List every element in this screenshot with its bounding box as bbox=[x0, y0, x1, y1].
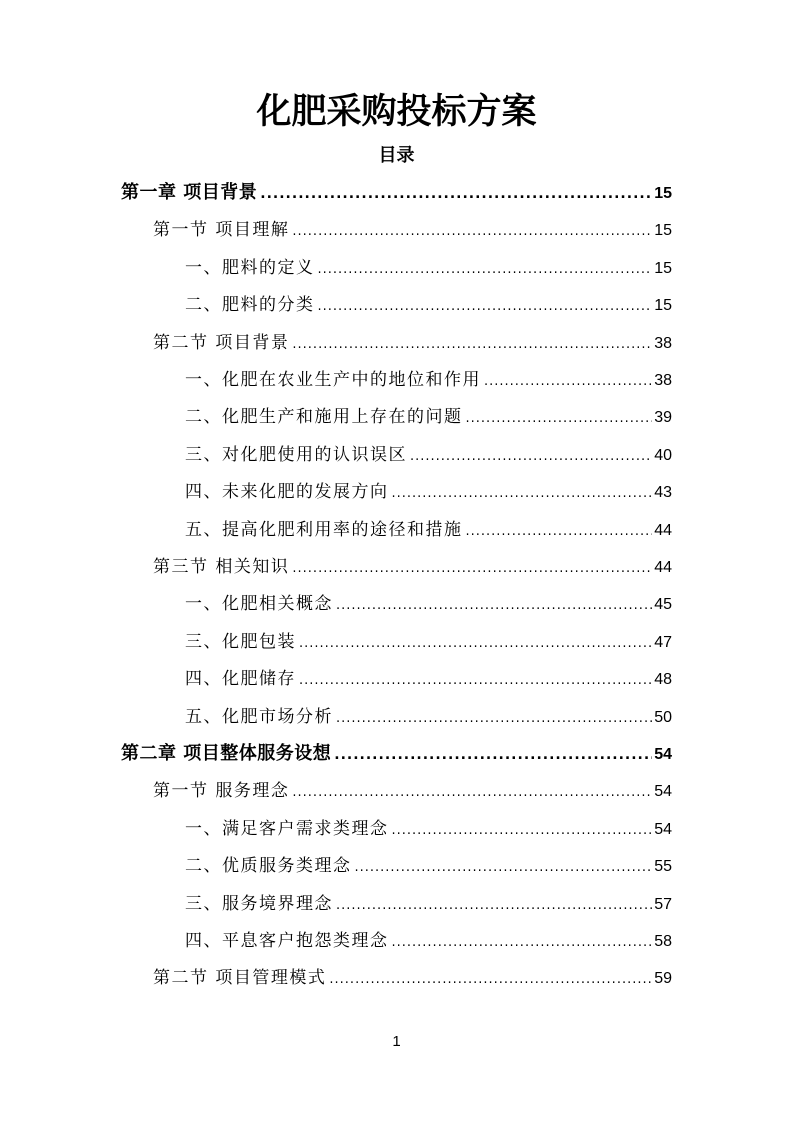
dot-leader bbox=[336, 704, 652, 734]
toc-entry-section[interactable] bbox=[153, 215, 672, 245]
toc-entry-item[interactable] bbox=[185, 515, 672, 545]
toc-entry-item[interactable] bbox=[185, 365, 672, 395]
toc-entry-section[interactable] bbox=[153, 963, 672, 993]
toc-entry-page: 47 bbox=[654, 633, 672, 651]
toc-entry-section[interactable] bbox=[153, 552, 672, 582]
toc-entry-label: 第一节 服务理念 bbox=[153, 781, 290, 802]
toc-entry-page: 59 bbox=[654, 970, 672, 988]
toc-heading: 目录 bbox=[378, 145, 415, 166]
dot-leader bbox=[336, 891, 652, 921]
dot-leader bbox=[484, 367, 652, 397]
toc-entry-chapter[interactable] bbox=[121, 739, 672, 769]
toc-entry-label: 第三节 相关知识 bbox=[153, 557, 290, 577]
toc-entry-label: 一、化肥在农业生产中的地位和作用 bbox=[185, 370, 481, 390]
toc-entry-label: 五、提高化肥利用率的途径和措施 bbox=[185, 519, 463, 540]
toc-entry-page: 54 bbox=[654, 746, 672, 763]
toc-entry-item[interactable] bbox=[185, 926, 672, 956]
toc-entry-item[interactable] bbox=[185, 253, 672, 283]
toc-entry-page: 55 bbox=[654, 858, 672, 876]
toc-entry-page: 43 bbox=[654, 484, 672, 502]
dot-leader bbox=[392, 928, 653, 958]
toc-entry-page: 54 bbox=[654, 783, 672, 801]
toc-entry-label: 一、肥料的定义 bbox=[185, 257, 315, 278]
toc-entry-page: 48 bbox=[654, 671, 672, 689]
toc-entry-page: 57 bbox=[654, 895, 672, 913]
toc-entry-page: 39 bbox=[654, 409, 672, 427]
dot-leader bbox=[334, 740, 652, 770]
toc-entry-chapter[interactable] bbox=[121, 178, 672, 208]
toc-entry-label: 四、未来化肥的发展方向 bbox=[185, 482, 389, 503]
toc-entry-item[interactable] bbox=[185, 814, 672, 844]
dot-leader bbox=[466, 517, 653, 547]
toc-entry-label: 二、化肥生产和施用上存在的问题 bbox=[185, 407, 463, 428]
toc-entry-label: 四、平息客户抱怨类理念 bbox=[185, 931, 389, 951]
dot-leader bbox=[318, 255, 653, 285]
dot-leader bbox=[329, 965, 652, 995]
toc-entry-label: 三、服务境界理念 bbox=[185, 893, 333, 914]
toc-entry-item[interactable] bbox=[185, 889, 672, 919]
toc-entry-label: 第一章 项目背景 bbox=[121, 182, 258, 203]
dot-leader bbox=[299, 666, 652, 696]
toc-entry-page: 50 bbox=[654, 708, 672, 726]
toc-entry-label: 第二节 项目背景 bbox=[153, 332, 290, 353]
toc-entry-section[interactable] bbox=[153, 776, 672, 806]
dot-leader bbox=[466, 404, 653, 434]
dot-leader bbox=[318, 292, 653, 322]
toc-entry-item[interactable] bbox=[185, 627, 672, 657]
document-title: 化肥采购投标方案 bbox=[256, 92, 537, 132]
toc-entry-item[interactable] bbox=[185, 664, 672, 694]
toc-entry-item[interactable] bbox=[185, 851, 672, 881]
toc-entry-label: 二、肥料的分类 bbox=[185, 295, 315, 316]
toc-entry-item[interactable] bbox=[185, 290, 672, 320]
toc-entry-label: 第一节 项目理解 bbox=[153, 220, 290, 241]
toc-entry-page: 44 bbox=[654, 559, 672, 576]
page-number: 1 bbox=[392, 1033, 401, 1050]
toc-entry-label: 二、优质服务类理念 bbox=[185, 856, 352, 877]
toc-entry-page: 44 bbox=[654, 521, 672, 539]
toc-entry-label: 第二节 项目管理模式 bbox=[153, 968, 327, 989]
toc-entry-item[interactable] bbox=[185, 589, 672, 619]
toc-entry-page: 15 bbox=[654, 185, 672, 202]
toc-entry-label: 五、化肥市场分析 bbox=[185, 706, 333, 727]
toc-entry-page: 38 bbox=[654, 372, 672, 389]
dot-leader bbox=[292, 554, 652, 584]
dot-leader bbox=[292, 778, 652, 808]
toc-entry-page: 15 bbox=[654, 297, 672, 315]
dot-leader bbox=[410, 442, 652, 472]
toc-entry-label: 三、对化肥使用的认识误区 bbox=[185, 444, 407, 465]
toc-entry-item[interactable] bbox=[185, 702, 672, 732]
toc-entry-page: 58 bbox=[654, 933, 672, 950]
dot-leader bbox=[355, 853, 653, 883]
toc-entry-item[interactable] bbox=[185, 477, 672, 507]
toc-entry-page: 15 bbox=[654, 259, 672, 277]
dot-leader bbox=[392, 479, 653, 509]
dot-leader bbox=[299, 629, 652, 659]
toc-entry-label: 四、化肥储存 bbox=[185, 669, 296, 690]
toc-entry-page: 38 bbox=[654, 334, 672, 352]
toc-entry-label: 一、化肥相关概念 bbox=[185, 594, 333, 615]
toc-entry-page: 54 bbox=[654, 820, 672, 838]
toc-entry-label: 第二章 项目整体服务设想 bbox=[121, 743, 332, 764]
dot-leader bbox=[336, 591, 652, 621]
dot-leader bbox=[292, 217, 652, 247]
toc-entry-section[interactable] bbox=[153, 328, 672, 358]
dot-leader bbox=[292, 330, 652, 360]
toc-entry-page: 45 bbox=[654, 596, 672, 614]
toc-entry-label: 三、化肥包装 bbox=[185, 631, 296, 652]
toc-entry-page: 40 bbox=[654, 446, 672, 464]
toc-entry-item[interactable] bbox=[185, 440, 672, 470]
dot-leader bbox=[260, 179, 652, 209]
dot-leader bbox=[392, 816, 653, 846]
toc-entry-label: 一、满足客户需求类理念 bbox=[185, 818, 389, 839]
toc-entry-item[interactable] bbox=[185, 402, 672, 432]
toc-entry-page: 15 bbox=[654, 222, 672, 240]
